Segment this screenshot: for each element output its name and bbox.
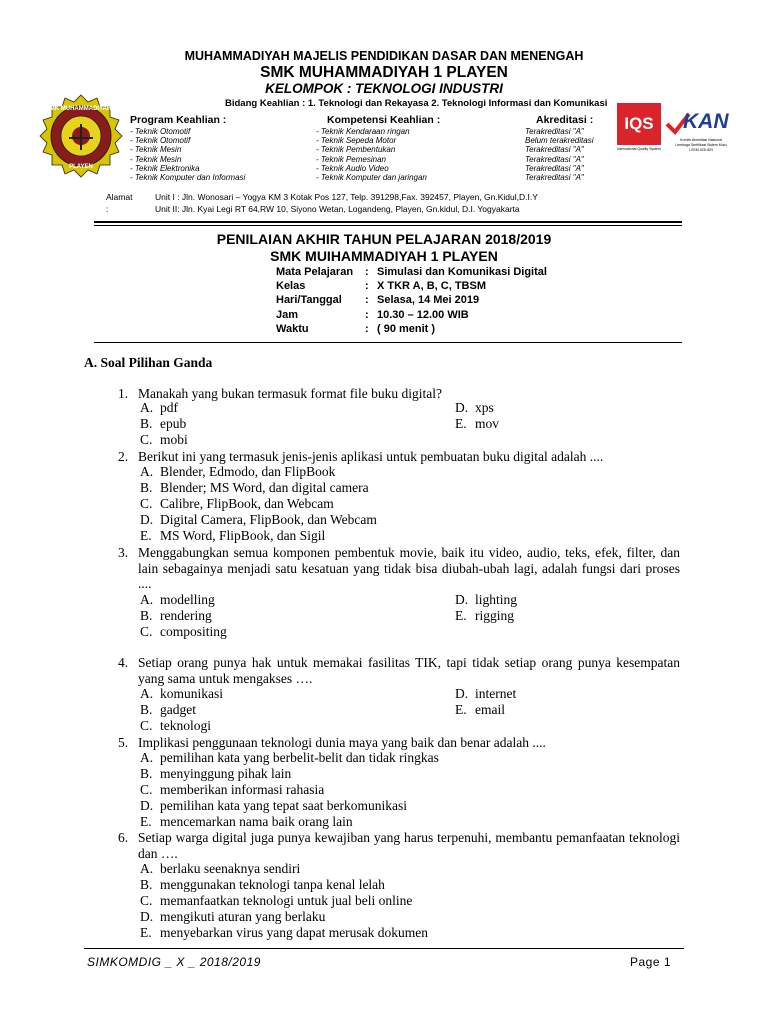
option-text: Digital Camera, FlipBook, dan Webcam: [160, 512, 377, 527]
question-text: Manakah yang bukan termasuk format file buku digital?: [138, 386, 443, 401]
option-text: Blender, Edmodo, dan FlipBook: [160, 464, 336, 479]
address-unit-1: Unit I : Jln. Wonosari – Yogya KM 3 Kotak Pos 127, Telp. 391298,Fax. 392457, Playen, Gn.Kidul,D.I.Y: [155, 192, 538, 202]
kan-label: KAN: [683, 110, 729, 133]
question-text: Berikut ini yang termasuk jenis-jenis aplikasi untuk pembuatan buku digital adalah ....: [138, 449, 604, 464]
option-letter: A.: [140, 861, 154, 876]
info-row: [276, 322, 547, 336]
option-letter: D.: [140, 798, 154, 813]
page-number: Page 1: [630, 955, 672, 969]
kompetensi-item: - Teknik Sepeda Motor: [316, 136, 397, 146]
option-letter: D.: [455, 592, 469, 607]
option-text: memanfaatkan teknologi untuk jual beli online: [160, 893, 413, 908]
kan-caption-1: Komite Akreditasi Nasional: [680, 138, 722, 142]
exam-info: [276, 265, 547, 336]
program-title: Program Keahlian :: [130, 114, 227, 126]
option-letter: E.: [455, 702, 467, 717]
header-rule-thin: [94, 225, 682, 226]
option-text: Calibre, FlipBook, dan Webcam: [160, 496, 334, 511]
option-letter: A.: [140, 592, 154, 607]
program-item: - Teknik Otomotif: [130, 136, 191, 146]
option-letter: B.: [140, 766, 153, 781]
option-letter: E.: [140, 925, 152, 940]
akreditasi-item: Terakreditasi "A": [525, 163, 584, 173]
option-letter: E.: [455, 416, 467, 431]
akreditasi-item: Terakreditasi "A": [525, 154, 584, 164]
option-text: berlaku seenaknya sendiri: [160, 861, 301, 876]
question-text: Setiap orang punya hak untuk memakai fasilitas TIK, tapi tidak setiap orang punya kesempatan yang sama untuk mengakses ….: [138, 655, 680, 686]
iqs-badge: IQS: [617, 103, 661, 145]
question-text: Menggabungkan semua komponen pembentuk movie, baik itu video, audio, teks, efek, filter, dan lain sebagainya menjadi satu kesatuan yang tidak bisa diubah-ubah lagi, adalah fungsi dari proses ....: [138, 545, 680, 592]
option-letter: A.: [140, 686, 154, 701]
option-letter: E.: [140, 814, 152, 829]
option-letter: C.: [140, 624, 153, 639]
footer-rule: [84, 948, 684, 949]
option-letter: B.: [140, 877, 153, 892]
info-rule: [94, 342, 682, 343]
option-text: mencemarkan nama baik orang lain: [160, 814, 353, 829]
school-logo: [36, 93, 126, 179]
info-key: Mata Pelajaran: [276, 266, 354, 278]
option-text: menggunakan teknologi tanpa kenal lelah: [160, 877, 385, 892]
info-key: Hari/Tanggal: [276, 294, 342, 307]
kan-caption-2: Lembaga Sertifikasi Sistem Mutu: [675, 143, 727, 147]
option-text: rendering: [160, 608, 212, 623]
info-value: X TKR A, B, C, TBSM: [377, 280, 486, 293]
kan-caption-3: LSSM-025-IDN: [689, 148, 713, 152]
info-colon: :: [365, 294, 369, 307]
kelompok-line: KELOMPOK : TEKNOLOGI INDUSTRI: [265, 81, 503, 96]
question-number: 6.: [118, 830, 129, 845]
option-letter: D.: [140, 909, 154, 924]
kompetensi-item: - Teknik Kendaraan ringan: [316, 127, 410, 136]
iqs-logo: [617, 103, 661, 161]
section-title: A. Soal Pilihan Ganda: [84, 355, 213, 370]
exam-title: PENILAIAN AKHIR TAHUN PELAJARAN 2018/2019: [216, 231, 552, 247]
option-text: email: [475, 702, 505, 717]
option-letter: A.: [140, 750, 154, 765]
question-number: 2.: [118, 449, 129, 464]
iqs-caption: International Quality System: [617, 147, 661, 151]
info-row: [276, 293, 547, 307]
option-text: modelling: [160, 592, 215, 607]
akreditasi-item: Terakreditasi "A": [525, 173, 584, 183]
info-row: [276, 308, 547, 322]
question-number: 5.: [118, 735, 129, 750]
info-value: 10.30 – 12.00 WIB: [377, 308, 469, 321]
option-letter: B.: [140, 608, 153, 623]
akreditasi-item: Terakreditasi "A": [525, 127, 584, 136]
school-name: SMK MUHAMMADIYAH 1 PLAYEN: [260, 64, 508, 81]
program-item: - Teknik Komputer dan Informasi: [130, 173, 246, 183]
program-item: - Teknik Elektronika: [130, 163, 200, 173]
question-number: 1.: [118, 386, 129, 401]
option-letter: E.: [455, 608, 467, 623]
option-letter: A.: [140, 464, 154, 479]
option-text: mov: [475, 416, 500, 431]
kompetensi-item: - Teknik Pembentukan: [316, 145, 396, 155]
program-list: [130, 127, 245, 182]
kompetensi-item: - Teknik Audio Video: [316, 163, 389, 173]
org-line-1: MUHAMMADIYAH MAJELIS PENDIDIKAN DASAR DAN MENENGAH: [184, 49, 584, 63]
option-text: mobi: [160, 432, 188, 447]
question-text: Setiap warga digital juga punya kewajiban yang harus terpenuhi, membantu pemanfaatan teknologi dan ….: [138, 830, 680, 861]
info-colon: :: [365, 266, 369, 278]
info-value: Selasa, 14 Mei 2019: [377, 294, 480, 307]
option-letter: C.: [140, 432, 153, 447]
logo-text-top: SMK MUHAMMADIYAH 1: [45, 106, 117, 112]
kompetensi-title: Kompetensi Keahlian :: [327, 114, 441, 126]
info-key: Kelas: [276, 280, 306, 293]
address-label: Alamat :: [106, 192, 133, 214]
kompetensi-item: - Teknik Komputer dan jaringan: [316, 173, 427, 183]
akreditasi-item: Terakreditasi "A": [525, 145, 584, 155]
option-text: pemilihan kata yang tepat saat berkomunikasi: [160, 798, 408, 813]
option-text: compositing: [160, 624, 227, 639]
option-letter: C.: [140, 782, 153, 797]
option-letter: B.: [140, 702, 153, 717]
option-text: lighting: [475, 592, 518, 607]
option-text: MS Word, FlipBook, dan Sigil: [160, 528, 326, 543]
option-letter: D.: [455, 686, 469, 701]
info-colon: :: [365, 322, 369, 335]
option-text: menyebarkan virus yang dapat merusak dokumen: [160, 925, 429, 940]
footer-title: SIMKOMDIG _ X _ 2018/2019: [87, 955, 261, 969]
info-value: ( 90 menit ): [377, 322, 436, 335]
option-text: komunikasi: [160, 686, 223, 701]
info-colon: :: [365, 308, 369, 321]
option-text: pemilihan kata yang berbelit-belit dan tidak ringkas: [160, 750, 439, 765]
address-unit-2: Unit II: Jln. Kyai Legi RT 64,RW 10, Siyono Wetan, Logandeng, Playen, Gn.kidul, D.I. Yogyakarta: [155, 204, 520, 214]
question-number: 4.: [118, 655, 129, 670]
option-text: Blender; MS Word, dan digital camera: [160, 480, 369, 495]
option-letter: C.: [140, 496, 153, 511]
bidang-keahlian: Bidang Keahlian : 1. Teknologi dan Rekayasa 2. Teknologi Informasi dan Komunikasi: [225, 98, 608, 109]
exam-school: SMK MUIHAMMADIYAH 1 PLAYEN: [270, 248, 498, 264]
option-letter: B.: [140, 416, 153, 431]
info-value: Simulasi dan Komunikasi Digital: [377, 266, 547, 278]
kompetensi-list: [316, 127, 427, 182]
info-key: Jam: [276, 308, 299, 321]
program-item: - Teknik Mesin: [130, 145, 182, 155]
program-item: - Teknik Otomotif: [130, 127, 191, 136]
option-letter: D.: [455, 400, 469, 415]
akreditasi-title: Akreditasi :: [536, 114, 594, 126]
header-rule-thick: [94, 221, 682, 223]
option-text: xps: [475, 400, 494, 415]
option-letter: B.: [140, 480, 153, 495]
akreditasi-item: Belum terakreditasi: [525, 136, 594, 146]
kompetensi-item: - Teknik Pemesinan: [316, 154, 386, 164]
option-letter: C.: [140, 893, 153, 908]
kan-logo: [665, 110, 737, 162]
option-text: menyinggung pihak lain: [160, 766, 292, 781]
option-text: internet: [475, 686, 517, 701]
option-text: teknologi: [160, 718, 211, 733]
option-text: memberikan informasi rahasia: [160, 782, 325, 797]
option-text: gadget: [160, 702, 196, 717]
program-item: - Teknik Mesin: [130, 154, 182, 164]
option-text: epub: [160, 416, 187, 431]
option-text: rigging: [475, 608, 514, 623]
info-row: [276, 265, 547, 279]
logo-text-bottom: PLAYEN: [69, 164, 93, 170]
option-letter: D.: [140, 512, 154, 527]
option-letter: C.: [140, 718, 153, 733]
info-row: [276, 279, 547, 293]
option-text: pdf: [160, 400, 178, 415]
info-colon: :: [365, 280, 369, 293]
akreditasi-list: [525, 127, 593, 182]
option-letter: E.: [140, 528, 152, 543]
question-text: Implikasi penggunaan teknologi dunia maya yang baik dan benar adalah ....: [138, 735, 546, 750]
option-text: mengikuti aturan yang berlaku: [160, 909, 326, 924]
question-number: 3.: [118, 545, 129, 560]
option-letter: A.: [140, 400, 154, 415]
info-key: Waktu: [276, 322, 309, 335]
